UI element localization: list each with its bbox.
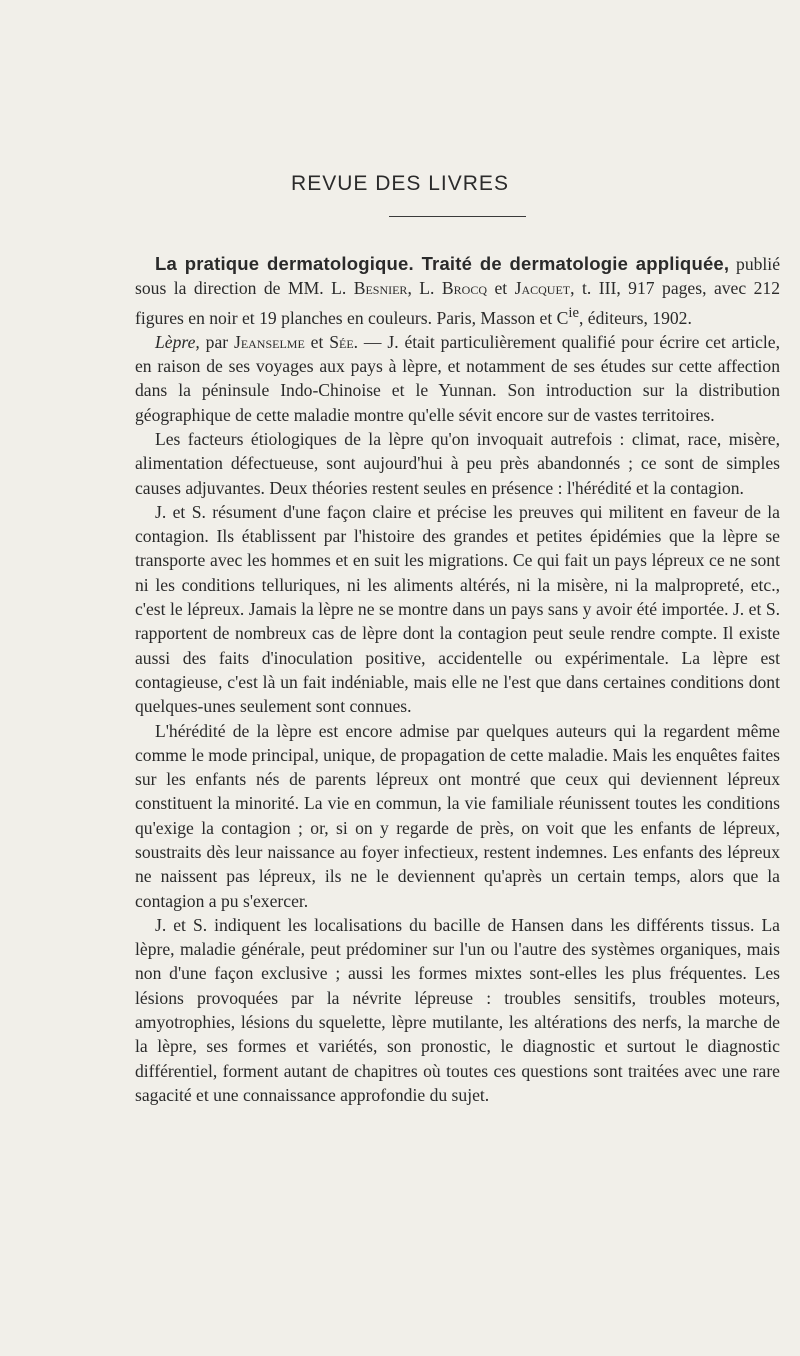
paragraph: J. et S. indiquent les localisations du bacille de Hansen dans les différents tissus. La lèpre, maladie générale, peut prédominer sur l'un ou l'autre des systèmes organiques, mais non d'une façon exclusive ; aussi les formes mixtes sont-elles les plus fréquentes. Les lésions provoquées par la névrite lépreuse : troubles sensitifs, troubles moteurs, amyotrophies, lésions du squelette, lèpre mutilante, les altérations des nerfs, la marche de la lèpre, ses formes et variétés, son pronostic, le diagnostic et surtout le diagnostic différentiel, forment autant de chapitres où toutes ces questions sont traitées avec une rare sagacité et une connaissance approfondie du sujet. — [135, 914, 780, 1105]
article-topic: Lèpre, — [155, 331, 200, 352]
book-title: La pratique dermatologique. Traité de dermatologie appliquée, — [155, 253, 730, 274]
book-reference: La pratique dermatologique. Traité de dermatologie appliquée, publié sous la direction de MM. L. Besnier, L. Brocq et Jacquet, t. III, 917 pages, avec 212 figures en noir et 19 planches en couleurs. Paris, Masson et $C^{ie}$, éditeurs, 1902. — [135, 253, 781, 328]
article-intro: Lèpre, par Jeanselme et Sée. — J. était particulièrement qualifié pour écrire cet article, en raison de ses voyages aux pays à lèpre, et notamment de ses études sur cette affection dans la péninsule Indo-Chinoise et le Yunnan. Son introduction sur la distribution géographique de cette maladie montre qu'elle sévit encore sur de vastes territoires. — [135, 331, 780, 425]
author-name: Jeanselme — [233, 331, 305, 352]
margin-specks — [128, 58, 136, 88]
editor-name: Brocq — [441, 278, 487, 299]
paragraph: L'hérédité de la lèpre est encore admise par quelques auteurs qui la regardent même comme le mode principal, unique, de propagation de cette maladie. Mais les enquêtes faites sur les enfants nés de parents lépreux ont montré que ceux qui deviennent lépreux constituent la minorité. La vie en commun, la vie familiale réunissent toutes les conditions qu'exige la contagion ; or, si on y regarde de près, on voit que les enfants de lépreux, soustraits dès leur naissance au foyer infectieux, restent indemnes. Les enfants des lépreux ne naissent pas lépreux, ils ne le deviennent qu'après un certain temps, alors que la contagion a pu s'exercer. — [135, 720, 780, 911]
paragraph: J. et S. résument d'une façon claire et précise les preuves qui militent en faveur de la contagion. Ils établissent par l'histoire des grandes et petites épidémies que la lèpre se transporte avec les hommes et en suit les migrations. Ce qui fait un pays lépreux ce ne sont ni les conditions telluriques, ni les aliments altérés, ni la misère, ni la malpropreté, etc., c'est le lépreux. Jamais la lèpre ne se montre dans un pays sans y avoir été importée. J. et S. rapportent de nombreux cas de lèpre dont la contagion peut seule rendre compte. Il existe aussi des faits d'inoculation positive, accidentelle ou expérimentale. La lèpre est contagieuse, c'est là un fait indéniable, mais elle ne l'est que dans certaines conditions dont quelques-unes seulement sont connues. — [135, 501, 780, 717]
author-name: Sée — [329, 331, 354, 352]
title-rule — [389, 216, 526, 217]
article-body — [135, 252, 780, 1107]
editor-name: Besnier — [353, 278, 408, 299]
paragraph: Les facteurs étiologiques de la lèpre qu'on invoquait autrefois : climat, race, misère, alimentation défectueuse, sont aujourd'hui à peu près abandonnés ; ce sont de simples causes adjuvantes. Deux théories restent seules en présence : l'hérédité et la contagion. — [135, 428, 780, 498]
editor-name: Jacquet — [514, 278, 571, 299]
section-title: REVUE DES LIVRES — [291, 172, 509, 195]
